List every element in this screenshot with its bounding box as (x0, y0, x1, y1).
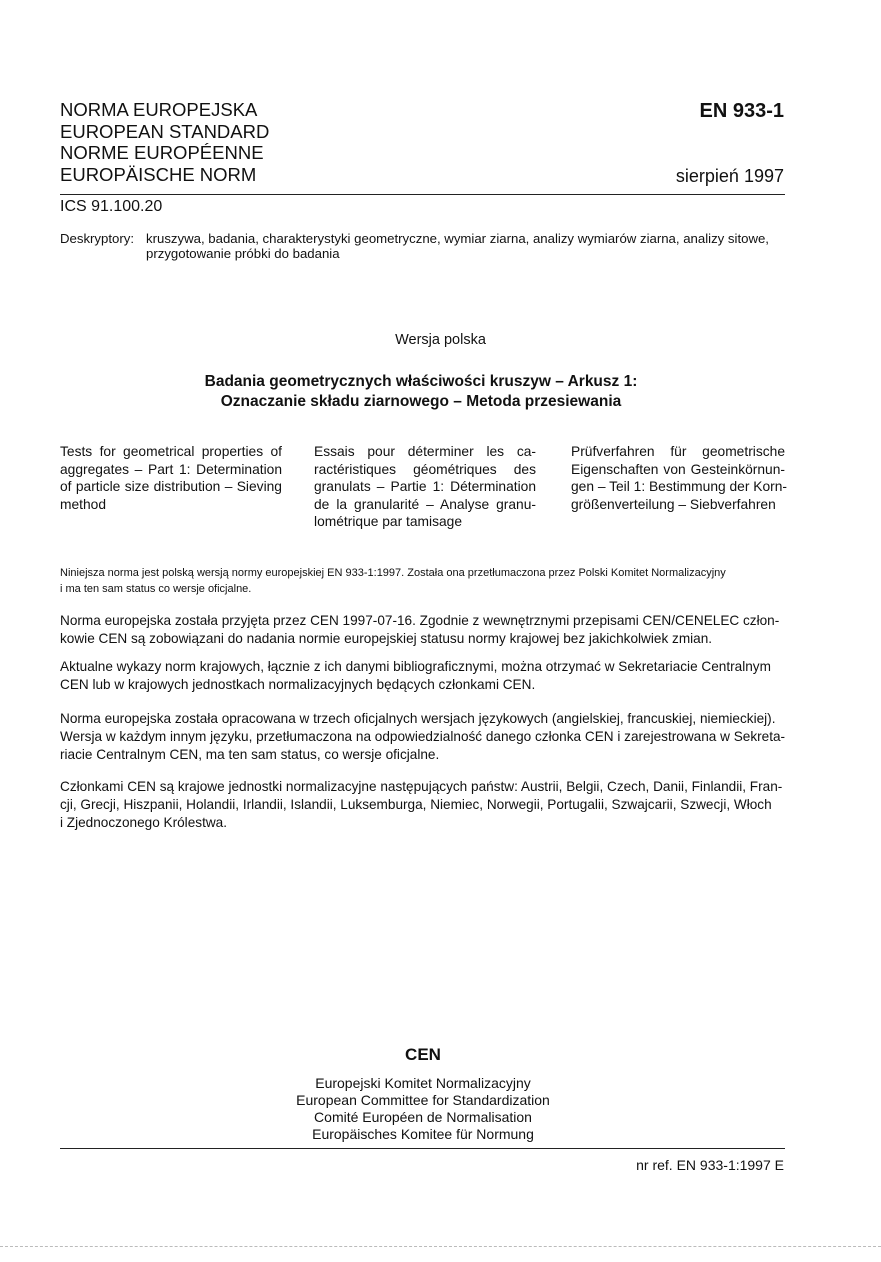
text-line: granulats – Partie 1: Détermination (314, 479, 536, 494)
title-french (314, 443, 536, 531)
standard-name-fr: NORME EUROPÉENNE (60, 142, 264, 164)
text-line: kowie CEN są zobowiązani do nadania normie europejskiej statusu normy krajowej bez jakichkolwiek zmian. (60, 631, 713, 646)
text-line: Członkami CEN są krajowe jednostki normalizacyjne następujących państw: Austrii, Belgii, Czech, Danii, Finlandii, Fran- (60, 779, 783, 794)
paragraph-languages (60, 710, 788, 764)
text-line: Aktualne wykazy norm krajowych, łącznie z ich danymi bibliograficznymi, można otrzymać w Sekretariacie Centralnym (60, 659, 771, 674)
text-line: Norma europejska została opracowana w trzech oficjalnych wersjach językowych (angielskiej, francuskiej, niemieckiej). (60, 711, 776, 726)
organization-names (0, 1075, 846, 1143)
title-english (60, 443, 282, 513)
text-line: Wersja w każdym innym języku, przetłumaczona na odpowiedzialność danego członka CEN i zarejestrowana w Sekreta- (60, 729, 786, 744)
text-line: i Zjednoczonego Królestwa. (60, 815, 227, 830)
text-line: aggregates – Part 1: Determination (60, 461, 282, 477)
text-line: cji, Grecji, Hiszpanii, Holandii, Irlandii, Islandii, Luksemburga, Niemiec, Norwegii, Portugalii, Szwajcarii, Szwecji, Włoch (60, 797, 772, 812)
standard-name-pl: NORMA EUROPEJSKA (60, 99, 258, 120)
text-line: größenverteilung – Siebverfahren (571, 496, 776, 512)
text-line: Niniejsza norma jest polską wersją normy europejskiej EN 933-1:1997. Została ona przetłumaczona przez Polski Komitet Normalizacyjny (60, 567, 726, 579)
reference-number: nr ref. EN 933-1:1997 E (636, 1157, 784, 1173)
standard-name-de: EUROPÄISCHE NORM (60, 163, 257, 185)
text-line: of particle size distribution – Sieving (60, 479, 282, 494)
text-line: i ma ten sam status co wersje oficjalne. (60, 583, 252, 595)
org-name: Europejski Komitet Normalizacyjny (315, 1075, 531, 1091)
text-line: method (60, 496, 107, 512)
paragraph-adoption (60, 612, 788, 648)
text-line: Tests for geometrical properties of (60, 444, 282, 459)
text-line: riacie Centralnym CEN, ma ten sam status, co wersje oficjalne. (60, 747, 440, 762)
text-line: Eigenschaften von Gesteinkörnun- (571, 461, 785, 477)
org-name: European Committee for Standardization (296, 1092, 550, 1108)
text-line: lométrique par tamisage (314, 514, 463, 529)
paragraph-national-lists (60, 658, 788, 694)
org-name: Comité Européen de Normalisation (314, 1109, 532, 1125)
text-line: Prüfverfahren für geometrische (571, 444, 785, 459)
text-line: ractéristiques géométriques des (314, 461, 536, 477)
page-edge-line (0, 1246, 881, 1247)
standard-names (60, 99, 269, 185)
ics-code: ICS 91.100.20 (60, 198, 163, 215)
paragraph-members (60, 778, 788, 832)
cen-heading: CEN (405, 1045, 441, 1064)
title-line: Badania geometrycznych właściwości kruszyw – Arkusz 1: (204, 373, 638, 390)
text-line: Norma europejska została przyjęta przez CEN 1997-07-16. Zgodnie z wewnętrznymi przepisami CEN/CENELEC człon- (60, 613, 780, 628)
publication-date: sierpień 1997 (675, 166, 784, 186)
standard-number: EN 933-1 (699, 100, 784, 122)
header-divider (60, 194, 785, 195)
text-line: de la granularité – Analyse granu- (314, 496, 536, 512)
document-title (0, 372, 842, 412)
translation-note (60, 565, 790, 597)
org-name: Europäisches Komitee für Normung (312, 1126, 534, 1142)
text-line: CEN lub w krajowych jednostkach normalizacyjnych będących członkami CEN. (60, 677, 536, 692)
text-line: Essais pour déterminer les ca- (314, 444, 536, 459)
descriptors-text: kruszywa, badania, charakterystyki geometryczne, wymiar ziarna, analizy wymiarów ziarna, analizy sitowe, przygotowanie próbki do badania (146, 231, 769, 261)
standard-name-en: EUROPEAN STANDARD (60, 120, 270, 142)
version-label: Wersja polska (395, 332, 486, 348)
descriptors (60, 231, 790, 261)
title-german (571, 443, 788, 513)
title-line: Oznaczanie składu ziarnowego – Metoda przesiewania (220, 393, 622, 410)
footer-divider (60, 1148, 785, 1149)
descriptors-label: Deskryptory: (60, 231, 135, 246)
text-line: gen – Teil 1: Bestimmung der Korn- (571, 479, 788, 494)
